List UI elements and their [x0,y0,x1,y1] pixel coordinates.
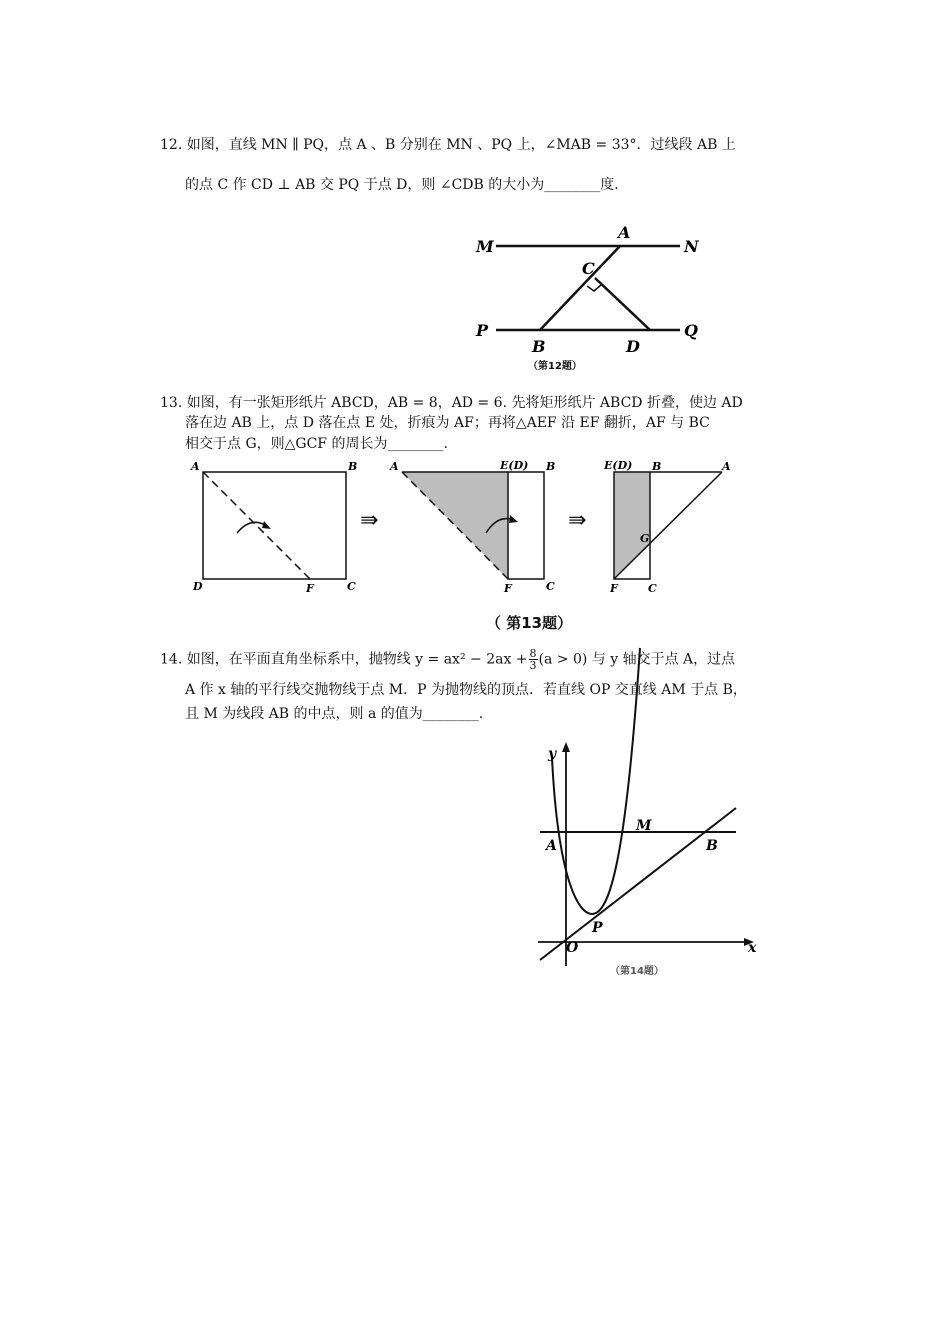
q14-label-O: O [566,940,579,956]
q14-line-3: 且 M 为线段 AB 的中点，则 a 的值为________. [185,706,484,722]
q13-figure-3 [600,458,740,598]
q14-figure [530,738,770,977]
q12-label-Q: Q [684,321,698,340]
q12-label-N: N [684,237,699,256]
q13-f1-label-A: A [191,460,200,473]
q13-f2-label-F: F [504,582,512,595]
q12-label-M: M [476,237,494,256]
q13-arrow-2: ⇛ [568,508,587,533]
q12-label-C: C [582,259,595,278]
q13-line-2: 落在边 AB 上，点 D 落在点 E 处，折痕为 AF；再将△AEF 沿 EF 翻折，AF 与 BC [185,415,710,431]
q13-f1-label-F: F [306,582,314,595]
q12-label-A: A [618,223,631,242]
q14-label-P: P [592,920,603,936]
q13-line-3: 相交于点 G，则△GCF 的周长为________. [185,436,448,452]
q13-figure-2 [386,458,566,598]
q14-fraction [529,648,538,671]
q12-caption: （第12题） [528,361,582,372]
q13-f2-label-A: A [390,460,399,473]
q13-f1-label-B: B [348,460,358,473]
q13-arrow-1: ⇛ [360,508,379,533]
q13-f2-label-B: B [546,460,556,473]
q13-f3-label-B: B [652,460,662,473]
q14-line-1-b: (a > 0) 与 y 轴交于点 A，过点 [538,651,736,668]
q13-f3-label-A: A [722,460,731,473]
q13-f3-label-ED: E(D) [604,459,633,472]
q13-f1-label-D: D [193,580,203,593]
q13-line-1: 13. 如图，有一张矩形纸片 ABCD，AB = 8，AD = 6. 先将矩形纸片 ABCD 折叠，使边 AD [160,395,743,411]
q14-label-M: M [636,818,652,834]
q14-label-A: A [546,838,557,854]
q13-f1-label-C: C [347,580,356,593]
q14-label-B: B [706,838,718,854]
q12-line-1: 12. 如图，直线 MN ∥ PQ，点 A 、B 分别在 MN 、PQ 上，∠MAB = 33°．过线段 AB 上 [160,137,736,153]
q13-f2-label-ED: E(D) [500,459,529,472]
q14-line-2: A 作 x 轴的平行线交抛物线于点 M．P 为抛物线的顶点．若直线 OP 交直线 AM 于点 B， [185,682,747,698]
q12-label-B: B [532,337,546,356]
q12-label-P: P [476,321,489,340]
q13-f3-label-C: C [648,582,657,595]
q14-caption: （第14题） [610,966,664,977]
q13-f3-label-F: F [610,582,618,595]
q14-frac-den: 3 [529,659,537,672]
q14-line-1 [160,648,735,671]
q13-f3-label-G: G [640,532,650,545]
q12-label-D: D [626,337,640,356]
q13-figure-1 [185,458,365,598]
q12-figure [470,222,710,372]
q14-frac-num: 8 [529,647,537,660]
q13-f2-label-C: C [546,580,555,593]
q13-caption: （ 第13题） [486,614,573,632]
q14-line-1-a: 14. 如图，在平面直角坐标系中，抛物线 y = ax² − 2ax + [160,651,528,668]
q14-label-y: y [548,746,557,762]
q14-label-x: x [748,940,757,956]
q12-line-2: 的点 C 作 CD ⊥ AB 交 PQ 于点 D，则 ∠CDB 的大小为________度． [185,177,629,193]
